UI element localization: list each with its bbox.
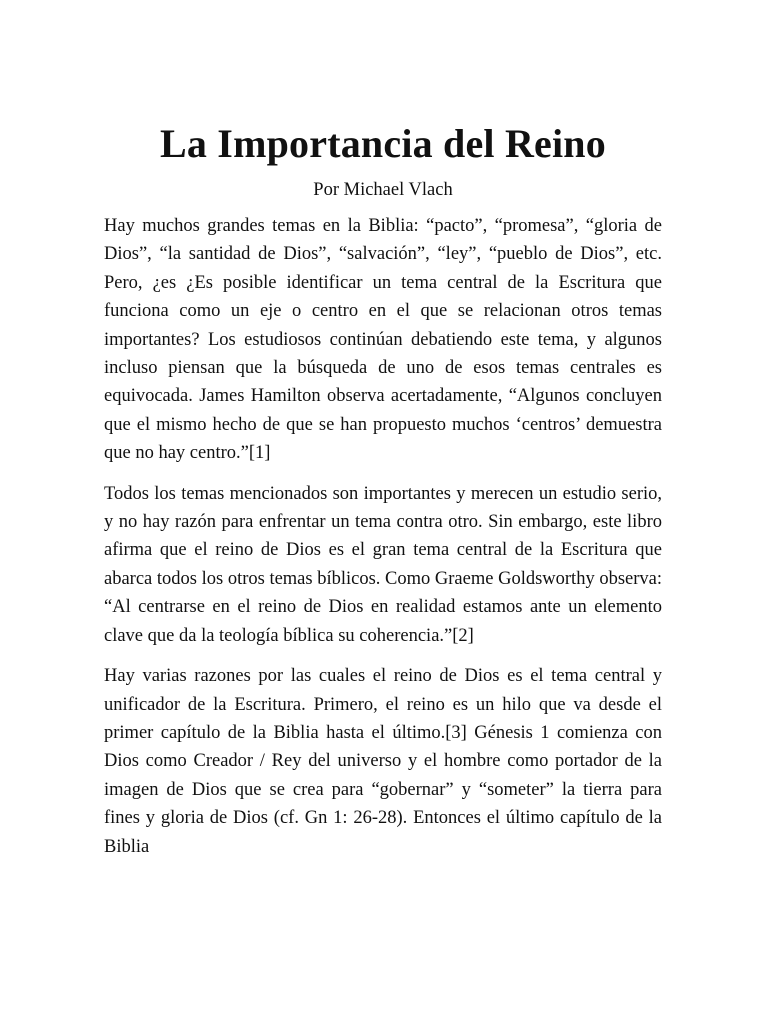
paragraph-3: Hay varias razones por las cuales el reino de Dios es el tema central y unificador de la Escritura. Primero, el reino es un hilo que va desde el primer capítulo de la Biblia hasta el último.[3] Génesis 1 comienza con Dios como Creador / Rey del universo y el hombre como portador de la imagen de Dios que se crea para “gobernar” y “someter” la tierra para fines y gloria de Dios (cf. Gn 1: 26-28). Entonces el último capítulo de la Biblia xyxy=(104,666,662,857)
paragraph-1: Hay muchos grandes temas en la Biblia: “pacto”, “promesa”, “gloria de Dios”, “la santidad de Dios”, “salvación”, “ley”, “pueblo de Dios”, etc. Pero, ¿es ¿Es posible identificar un tema central de la Escritura que funciona como un eje o centro en el que se relacionan otros temas importantes? Los estudiosos continúan debatiendo este tema, y algunos incluso piensan que la búsqueda de uno de esos temas centrales es equivocada. James Hamilton observa acertadamente, “Algunos concluyen que el mismo hecho de que se han propuesto muchos ‘centros’ demuestra que no hay centro.”[1] xyxy=(104,216,662,464)
paragraph-2: Todos los temas mencionados son importantes y merecen un estudio serio, y no hay razón para enfrentar un tema contra otro. Sin embargo, este libro afirma que el reino de Dios es el gran tema central de la Escritura que abarca todos los otros temas bíblicos. Como Graeme Goldsworthy observa: “Al centrarse en el reino de Dios en realidad estamos ante un elemento clave que da la teología bíblica su coherencia.”[2] xyxy=(104,483,662,646)
document-page xyxy=(104,118,662,861)
document-title: La Importancia del Reino xyxy=(160,121,606,166)
document-author: Por Michael Vlach xyxy=(313,180,453,200)
